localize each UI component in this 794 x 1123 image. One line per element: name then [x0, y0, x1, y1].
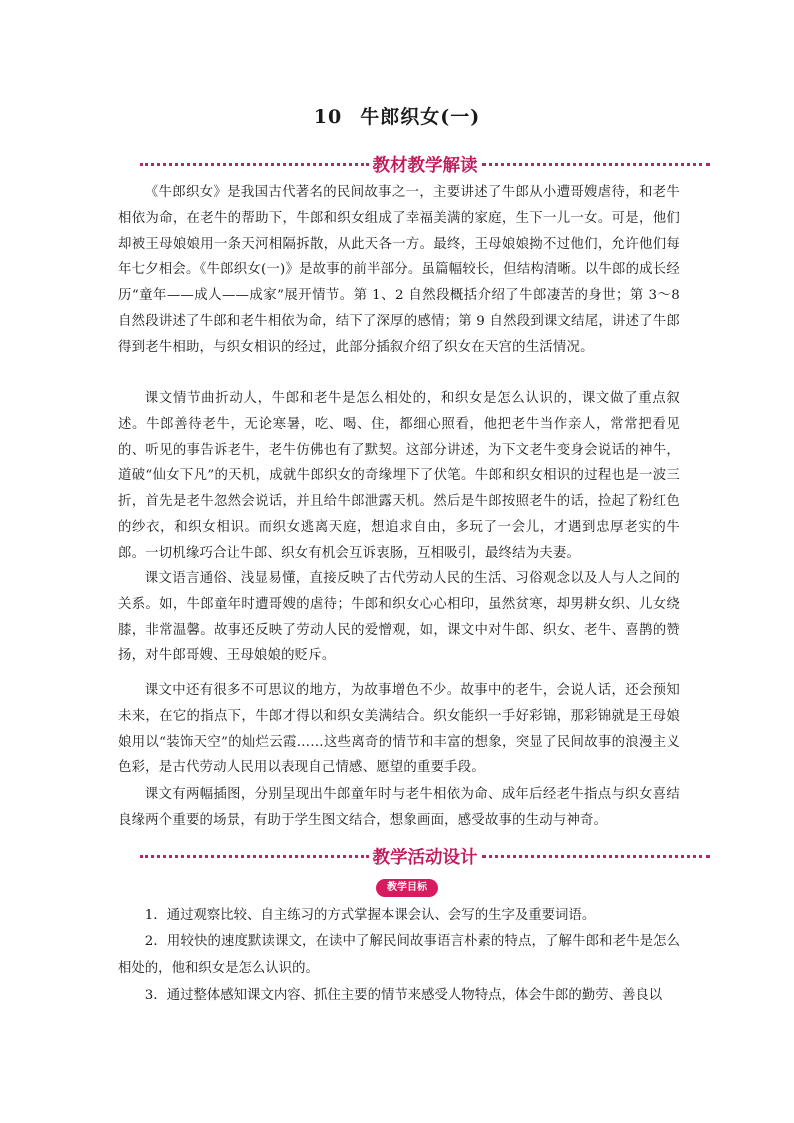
lesson-title: 牛郎织女(一)	[360, 106, 481, 128]
goal-item-3: 3．通过整体感知课文内容、抓住主要的情节来感受人物特点，体会牛郎的勤劳、善良以	[144, 988, 663, 1003]
goal-item-1: 1．通过观察比较、自主练习的方式掌握本课会认、会写的生字及重要词语。	[144, 908, 596, 923]
paragraph-4: 课文中还有很多不可思议的地方，为故事增色不少。故事中的老牛，会说人话，还会预知未来，在它的指点下，牛郎才得以和织女美满结合。织女能织一手好彩锦，那彩锦就是王母娘娘用以“装饰天空”的灿烂云霞……这些离奇的情节和丰富的想象，突显了民间故事的浪漫主义色彩，是古代劳动人民用以表现自己情感、愿望的重要手段。	[118, 683, 680, 776]
section-heading-label: 教材教学解读	[372, 155, 478, 176]
paragraph-2: 课文情节曲折动人，牛郎和老牛是怎么相处的，和织女是怎么认识的，课文做了重点叙述。牛郎善待老牛，无论寒暑，吃、喝、住，都细心照看，他把老牛当作亲人，常常把看见的、听见的事告诉老牛，老牛仿佛也有了默契。这部分讲述，为下文老牛变身会说话的神牛，道破“仙女下凡”的天机，成就牛郎织女的奇缘埋下了伏笔。牛郎和织女相识的过程也是一波三折，首先是老牛忽然会说话，并且给牛郎泄露天机。然后是牛郎按照老牛的话，捡起了粉红色的纱衣，和织女相识。而织女逃离天庭，想追求自由，多玩了一会儿，才遇到忠厚老实的牛郎。一切机缘巧合让牛郎、织女有机会互诉衷肠，互相吸引，最终结为夫妻。	[118, 391, 680, 561]
lesson-number: 10	[313, 106, 343, 128]
paragraph-3: 课文语言通俗、浅显易懂，直接反映了古代劳动人民的生活、习俗观念以及人与人之间的关系。如，牛郎童年时遭哥嫂的虐待；牛郎和织女心心相印，虽然贫寒，却男耕女织、儿女绕膝，非常温馨。故事还反映了劳动人民的爱憎观，如，课文中对牛郎、织女、老牛、喜鹊的赞扬，对牛郎哥嫂、王母娘娘的贬斥。	[118, 571, 680, 664]
dotted-divider-left	[140, 855, 369, 858]
dotted-divider-left	[140, 163, 369, 166]
section-heading-reading	[140, 151, 710, 177]
dotted-divider-right	[482, 855, 711, 858]
page-title	[0, 102, 794, 129]
paragraph-1: 《牛郎织女》是我国古代著名的民间故事之一，主要讲述了牛郎从小遭哥嫂虐待，和老牛相依为命，在老牛的帮助下，牛郎和织女组成了幸福美满的家庭，生下一儿一女。可是，他们却被王母娘娘用一条天河相隔拆散，从此天各一方。最终，王母娘娘拗不过他们，允许他们每年七夕相会。《牛郎织女(一)》是故事的前半部分。虽篇幅较长，但结构清晰。以牛郎的成长经历“童年——成人——成家”展开情节。第 1、2 自然段概括介绍了牛郎凄苦的身世；第 3～8 自然段讲述了牛郎和老牛相依为命，结下了深厚的感情；第 9 自然段到课文结尾，讲述了牛郎得到老牛相助，与织女相识的经过，此部分插叙介绍了织女在天宫的生活情况。	[118, 185, 680, 355]
section-heading-label: 教学活动设计	[372, 847, 478, 868]
dotted-divider-right	[482, 163, 711, 166]
paragraph-5: 课文有两幅插图，分别呈现出牛郎童年时与老牛相依为命、成年后经老牛指点与织女喜结良缘两个重要的场景，有助于学生图文结合，想象画面，感受故事的生动与神奇。	[118, 787, 680, 828]
goal-item-2: 2．用较快的速度默读课文，在读中了解民间故事语言朴素的特点，了解牛郎和老牛是怎么相处的，他和织女是怎么认识的。	[118, 934, 680, 976]
teaching-goals-badge: 教学目标	[376, 879, 438, 897]
section-heading-activities	[140, 843, 710, 869]
